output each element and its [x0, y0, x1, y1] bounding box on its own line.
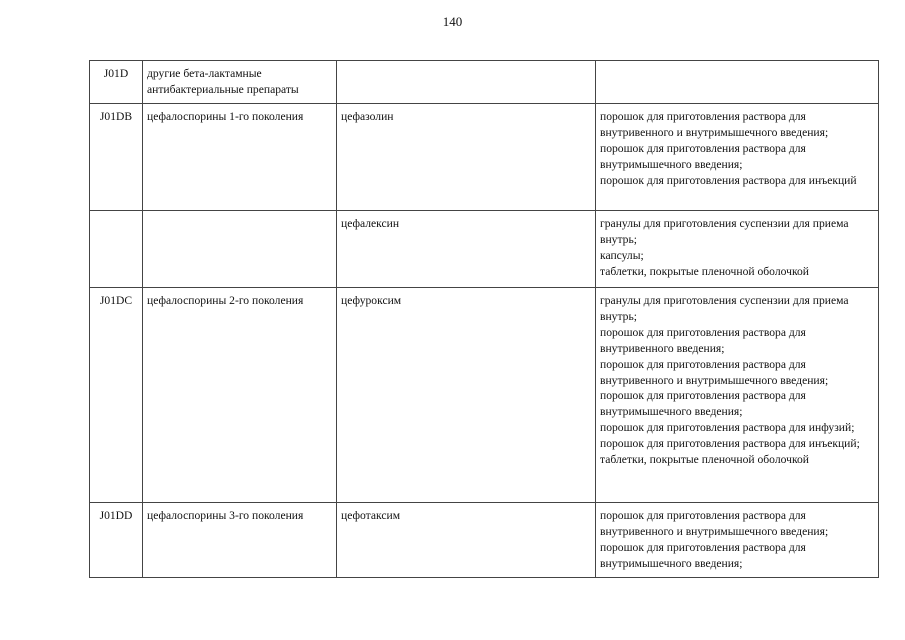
dosage-form: порошок для приготовления раствора для внутривенного и внутримышечного введения;: [600, 110, 829, 139]
forms-cell: [596, 288, 879, 503]
drug-cell: цефалексин: [337, 211, 596, 288]
page-number: 140: [442, 14, 463, 29]
table-row: [90, 211, 879, 288]
forms-cell: [596, 61, 879, 104]
dosage-form: порошок для приготовления раствора для внутривенного введения;: [600, 325, 806, 355]
dosage-form: порошок для приготовления раствора для внутримышечного введения;: [600, 540, 806, 570]
drug-cell: [337, 61, 596, 104]
table-row: [90, 104, 879, 211]
forms-cell: [596, 104, 879, 211]
drug-cell: цефотаксим: [337, 503, 596, 578]
group-cell: другие бета-лактамные антибактериальные препараты: [143, 61, 337, 104]
dosage-form: порошок для приготовления раствора для внутримышечного введения;: [600, 389, 806, 419]
table-row: [90, 61, 879, 104]
dosage-form: таблетки, покрытые пленочной оболочкой: [600, 264, 809, 278]
atc-code-cell: J01D: [90, 61, 143, 104]
drug-classification-table: [89, 60, 879, 578]
dosage-form: капсулы;: [600, 248, 644, 262]
dosage-form: гранулы для приготовления суспензии для приема внутрь;: [600, 217, 849, 246]
table-row: [90, 288, 879, 503]
atc-code-cell: J01DB: [90, 104, 143, 211]
dosage-form: порошок для приготовления раствора для инъекций: [600, 173, 857, 187]
drug-cell: цефуроксим: [337, 288, 596, 503]
dosage-form: порошок для приготовления раствора для инъекций;: [600, 437, 860, 451]
atc-code-cell: J01DC: [90, 288, 143, 503]
dosage-form: порошок для приготовления раствора для внутримышечного введения;: [600, 141, 806, 171]
group-cell: цефалоспорины 1-го поколения: [143, 104, 337, 211]
forms-cell: [596, 211, 879, 288]
group-cell: цефалоспорины 3-го поколения: [143, 503, 337, 578]
dosage-form: таблетки, покрытые пленочной оболочкой: [600, 453, 809, 467]
dosage-form: порошок для приготовления раствора для инфузий;: [600, 421, 855, 435]
dosage-form: гранулы для приготовления суспензии для приема внутрь;: [600, 294, 849, 323]
group-cell: [143, 211, 337, 288]
atc-code-cell: J01DD: [90, 503, 143, 578]
table-row: [90, 503, 879, 578]
dosage-form: порошок для приготовления раствора для внутривенного и внутримышечного введения;: [600, 357, 829, 387]
dosage-form: порошок для приготовления раствора для внутривенного и внутримышечного введения;: [600, 509, 829, 538]
forms-cell: [596, 503, 879, 578]
drug-cell: цефазолин: [337, 104, 596, 211]
atc-code-cell: [90, 211, 143, 288]
group-cell: цефалоспорины 2-го поколения: [143, 288, 337, 503]
